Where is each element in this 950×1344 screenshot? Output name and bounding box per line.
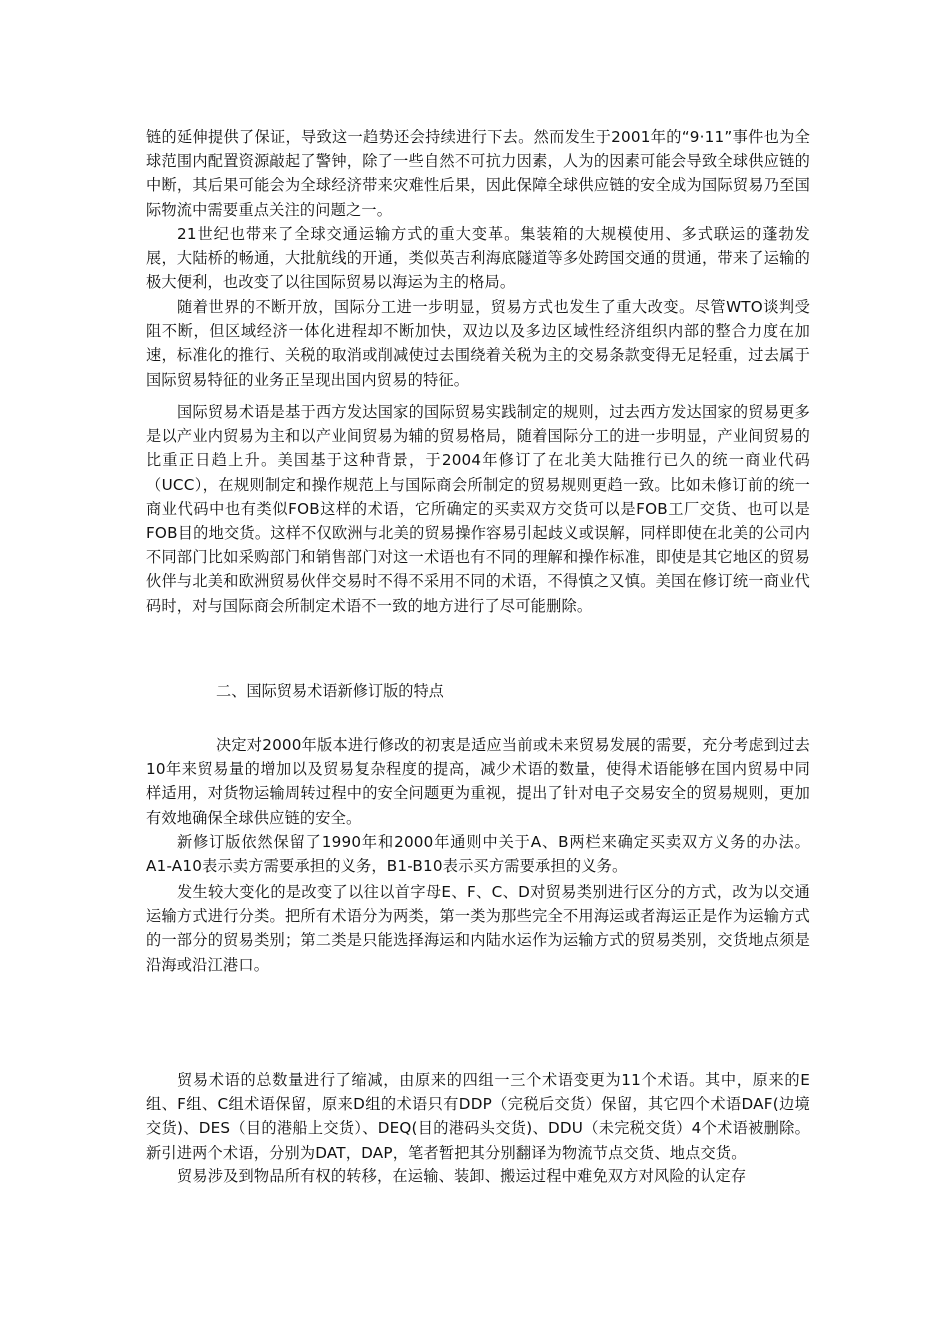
paragraph-trade-terms-origin: 国际贸易术语是基于西方发达国家的国际贸易实践制定的规则，过去西方发达国家的贸易更多是以产业内贸易为主和以产业间贸易为辅的贸易格局，随着国际分工的进一步明显，产业间贸易的比重正日趋上升。美国基于这种背景，于2004年修订了在北美大陆推行已久的统一商业代码（UCC），在规则制定和操作规范上与国际商会所制定的贸易规则更趋一致。比如未修订前的统一商业代码中也有类似FOB这样的术语，它所确定的买卖双方交货可以是FOB工厂交货、也可以是FOB目的地交货。这样不仅欧洲与北美的贸易操作容易引起歧义或误解，同样即使在北美的公司内不同部门比如采购部门和销售部门对这一术语也有不同的理解和操作标准，即使是其它地区的贸易伙伴与北美和欧洲贸易伙伴交易时不得不采用不同的术语，不得慎之又慎。美国在修订统一商业代码时，对与国际商会所制定术语不一致的地方进行了尽可能删除。 <box>146 403 810 615</box>
paragraph-revision-purpose: 决定对2000年版本进行修改的初衷是适应当前或未来贸易发展的需要，充分考虑到过去10年来贸易量的增加以及贸易复杂程度的提高，减少术语的数量，使得术语能够在国内贸易中同样适用，对货物运输周转过程中的安全问题更为重视，提出了针对电子交易安全的贸易规则，更加有效地确保全球供应链的安全。 <box>146 736 810 827</box>
paragraph-classification-change: 发生较大变化的是改变了以往以首字母E、F、C、D对贸易类别进行区分的方式，改为以交通运输方式进行分类。把所有术语分为两类，第一类为那些完全不用海运或者海运正是作为运输方式的一部分的贸易类别；第二类是只能选择海运和内陆水运作为运输方式的贸易类别，交货地点须是沿海或沿江港口。 <box>146 883 810 974</box>
paragraph-trade-openness: 随着世界的不断开放，国际分工进一步明显，贸易方式也发生了重大改变。尽管WTO谈判受阻不断，但区域经济一体化进程却不断加快，双边以及多边区域性经济组织内部的整合力度在加速，标准化的推行、关税的取消或削减使过去围绕着关税为主的交易条款变得无足轻重，过去属于国际贸易特征的业务正呈现出国内贸易的特征。 <box>146 298 810 389</box>
section-heading: 二、国际贸易术语新修订版的特点 <box>216 682 444 700</box>
paragraph-term-reduction: 贸易术语的总数量进行了缩减，由原来的四组一三个术语变更为11个术语。其中，原来的E组、F组、C组术语保留，原来D组的术语只有DDP（完税后交货）保留，其它四个术语DAF(边境交货)、DES（目的港船上交货）、DEQ(目的港码头交货)、DDU（未完税交货）4个术语被删除。新引进两个术语，分别为DAT，DAP，笔者暂把其分别翻译为物流节点交货、地点交货。 <box>146 1071 810 1162</box>
paragraph-ownership-transfer: 贸易涉及到物品所有权的转移，在运输、装卸、搬运过程中难免双方对风险的认定存 <box>177 1167 747 1185</box>
paragraph-supply-chain-security: 链的延伸提供了保证，导致这一趋势还会持续进行下去。然而发生于2001年的“9·11”事件也为全球范围内配置资源敲起了警钟，除了一些自然不可抗力因素，人为的因素可能会导致全球供应链的中断，其后果可能会为全球经济带来灾难性后果，因此保障全球供应链的安全成为国际贸易乃至国际物流中需要重点关注的问题之一。 <box>146 128 810 219</box>
paragraph-ab-columns: 新修订版依然保留了1990年和2000年通则中关于A、B两栏来确定买卖双方义务的办法。A1-A10表示卖方需要承担的义务，B1-B10表示买方需要承担的义务。 <box>146 833 810 876</box>
paragraph-transport-revolution: 21世纪也带来了全球交通运输方式的重大变革。集装箱的大规模使用、多式联运的蓬勃发展，大陆桥的畅通，大批航线的开通，类似英吉利海底隧道等多处跨国交通的贯通，带来了运输的极大便利，也改变了以往国际贸易以海运为主的格局。 <box>146 225 810 292</box>
